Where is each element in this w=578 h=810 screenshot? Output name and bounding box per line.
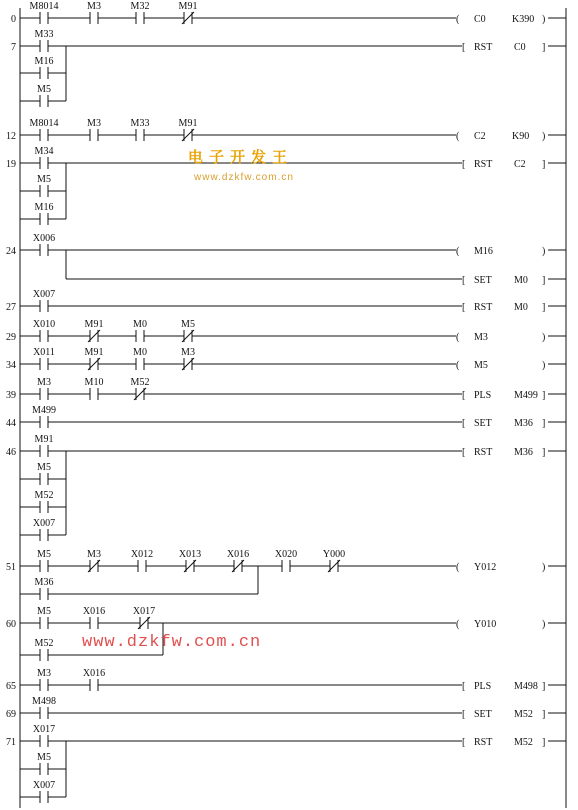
inst-bracket-left: [ (462, 275, 466, 286)
contact-label: M5 (37, 549, 51, 560)
inst-label: RST (474, 159, 493, 170)
inst-param: M36 (514, 447, 533, 458)
contact-label: M3 (87, 549, 101, 560)
contact-label: M91 (84, 347, 104, 358)
inst-label: SET (474, 709, 492, 720)
inst-bracket-right: ] (542, 302, 546, 313)
coil-paren-right: ) (542, 14, 546, 25)
inst-bracket-right: ] (542, 42, 546, 53)
contact-label: M5 (37, 174, 51, 185)
coil-paren-right: ) (542, 619, 546, 630)
inst-param: M0 (514, 275, 528, 286)
inst-label: RST (474, 302, 493, 313)
contact-label: M498 (32, 696, 56, 707)
coil-paren-left: ( (456, 246, 460, 257)
step-number: 29 (6, 332, 16, 343)
contact-label: M10 (84, 377, 104, 388)
contact-label: M32 (130, 1, 150, 12)
contact-label: X011 (33, 347, 55, 358)
step-number: 71 (6, 737, 16, 748)
coil-paren-right: ) (542, 131, 546, 142)
contact-label: X013 (178, 549, 202, 560)
contact-label: M5 (37, 752, 51, 763)
watermark-url-small: www.dzkfw.com.cn (194, 172, 294, 183)
coil-label: Y010 (474, 619, 497, 630)
inst-param: M0 (514, 302, 528, 313)
inst-param: M499 (514, 390, 538, 401)
step-number: 0 (11, 14, 16, 25)
step-number: 34 (6, 360, 16, 371)
contact-label: M91 (34, 434, 54, 445)
inst-param: M52 (514, 709, 533, 720)
inst-bracket-left: [ (462, 709, 466, 720)
coil-paren-left: ( (456, 332, 460, 343)
contact-label: X007 (32, 780, 56, 791)
inst-param: M52 (514, 737, 533, 748)
contact-label: X007 (32, 518, 56, 529)
contact-label: X016 (226, 549, 250, 560)
step-number: 60 (6, 619, 16, 630)
inst-bracket-right: ] (542, 737, 546, 748)
contact-label: M33 (130, 118, 150, 129)
coil-paren-left: ( (456, 562, 460, 573)
step-number: 24 (6, 246, 16, 257)
inst-bracket-right: ] (542, 418, 546, 429)
coil-label: Y012 (474, 562, 497, 573)
inst-label: RST (474, 447, 493, 458)
step-number: 19 (6, 159, 16, 170)
inst-param: M498 (514, 681, 538, 692)
contact-label: M3 (87, 118, 101, 129)
contact-label: M5 (37, 462, 51, 473)
contact-label: M8014 (29, 1, 59, 12)
coil-paren-right: ) (542, 360, 546, 371)
contact-label: X016 (82, 606, 106, 617)
inst-bracket-right: ] (542, 447, 546, 458)
inst-bracket-left: [ (462, 390, 466, 401)
inst-bracket-left: [ (462, 447, 466, 458)
inst-bracket-left: [ (462, 302, 466, 313)
coil-label: C2 (474, 131, 486, 142)
contact-label: X017 (32, 724, 56, 735)
coil-param: K390 (512, 14, 535, 25)
contact-label: X012 (130, 549, 154, 560)
inst-label: SET (474, 418, 492, 429)
contact-label: M52 (34, 638, 54, 649)
contact-label: M34 (34, 146, 54, 157)
watermark-url-large: www.dzkfw.com.cn (82, 633, 262, 652)
contact-label: M91 (178, 1, 198, 12)
step-number: 39 (6, 390, 16, 401)
coil-param: K90 (512, 131, 530, 142)
contact-label: M52 (34, 490, 54, 501)
inst-bracket-left: [ (462, 42, 466, 53)
watermark-chinese: 电子开发王 (188, 148, 294, 166)
inst-bracket-right: ] (542, 275, 546, 286)
step-number: 44 (6, 418, 16, 429)
step-number: 65 (6, 681, 16, 692)
contact-label: M5 (37, 84, 51, 95)
contact-label: X010 (32, 319, 56, 330)
step-number: 7 (11, 42, 16, 53)
inst-bracket-left: [ (462, 681, 466, 692)
inst-label: RST (474, 737, 493, 748)
contact-label: X016 (82, 668, 106, 679)
inst-bracket-left: [ (462, 418, 466, 429)
contact-label: X020 (274, 549, 298, 560)
contact-label: M0 (133, 347, 147, 358)
contact-label: M499 (32, 405, 56, 416)
inst-label: PLS (474, 390, 492, 401)
coil-label: M3 (474, 332, 488, 343)
inst-bracket-right: ] (542, 390, 546, 401)
coil-label: C0 (474, 14, 486, 25)
coil-label: M5 (474, 360, 488, 371)
step-number: 46 (6, 447, 16, 458)
contact-label: X006 (32, 233, 56, 244)
contact-label: M3 (181, 347, 195, 358)
inst-param: C2 (514, 159, 526, 170)
contact-label: M33 (34, 29, 54, 40)
inst-label: PLS (474, 681, 492, 692)
contact-label: M0 (133, 319, 147, 330)
step-number: 69 (6, 709, 16, 720)
inst-bracket-right: ] (542, 681, 546, 692)
contact-label: M3 (37, 377, 51, 388)
contact-label: M3 (37, 668, 51, 679)
contact-label: M36 (34, 577, 54, 588)
step-number: 12 (6, 131, 16, 142)
coil-paren-right: ) (542, 562, 546, 573)
coil-paren-left: ( (456, 131, 460, 142)
step-number: 51 (6, 562, 16, 573)
contact-label: Y000 (322, 549, 346, 560)
contact-label: M16 (34, 56, 54, 67)
step-number: 27 (6, 302, 16, 313)
coil-label: M16 (474, 246, 493, 257)
contact-label: X017 (132, 606, 156, 617)
contact-label: M52 (130, 377, 150, 388)
coil-paren-left: ( (456, 619, 460, 630)
inst-label: SET (474, 275, 492, 286)
inst-bracket-left: [ (462, 159, 466, 170)
coil-paren-left: ( (456, 14, 460, 25)
inst-label: RST (474, 42, 493, 53)
contact-label: M5 (37, 606, 51, 617)
contact-label: M16 (34, 202, 54, 213)
coil-paren-left: ( (456, 360, 460, 371)
contact-label: X007 (32, 289, 56, 300)
coil-paren-right: ) (542, 332, 546, 343)
inst-bracket-right: ] (542, 709, 546, 720)
inst-bracket-left: [ (462, 737, 466, 748)
contact-label: M91 (178, 118, 198, 129)
contact-label: M3 (87, 1, 101, 12)
coil-paren-right: ) (542, 246, 546, 257)
inst-param: M36 (514, 418, 533, 429)
contact-label: M8014 (29, 118, 59, 129)
contact-label: M91 (84, 319, 104, 330)
inst-bracket-right: ] (542, 159, 546, 170)
contact-label: M5 (181, 319, 195, 330)
inst-param: C0 (514, 42, 526, 53)
